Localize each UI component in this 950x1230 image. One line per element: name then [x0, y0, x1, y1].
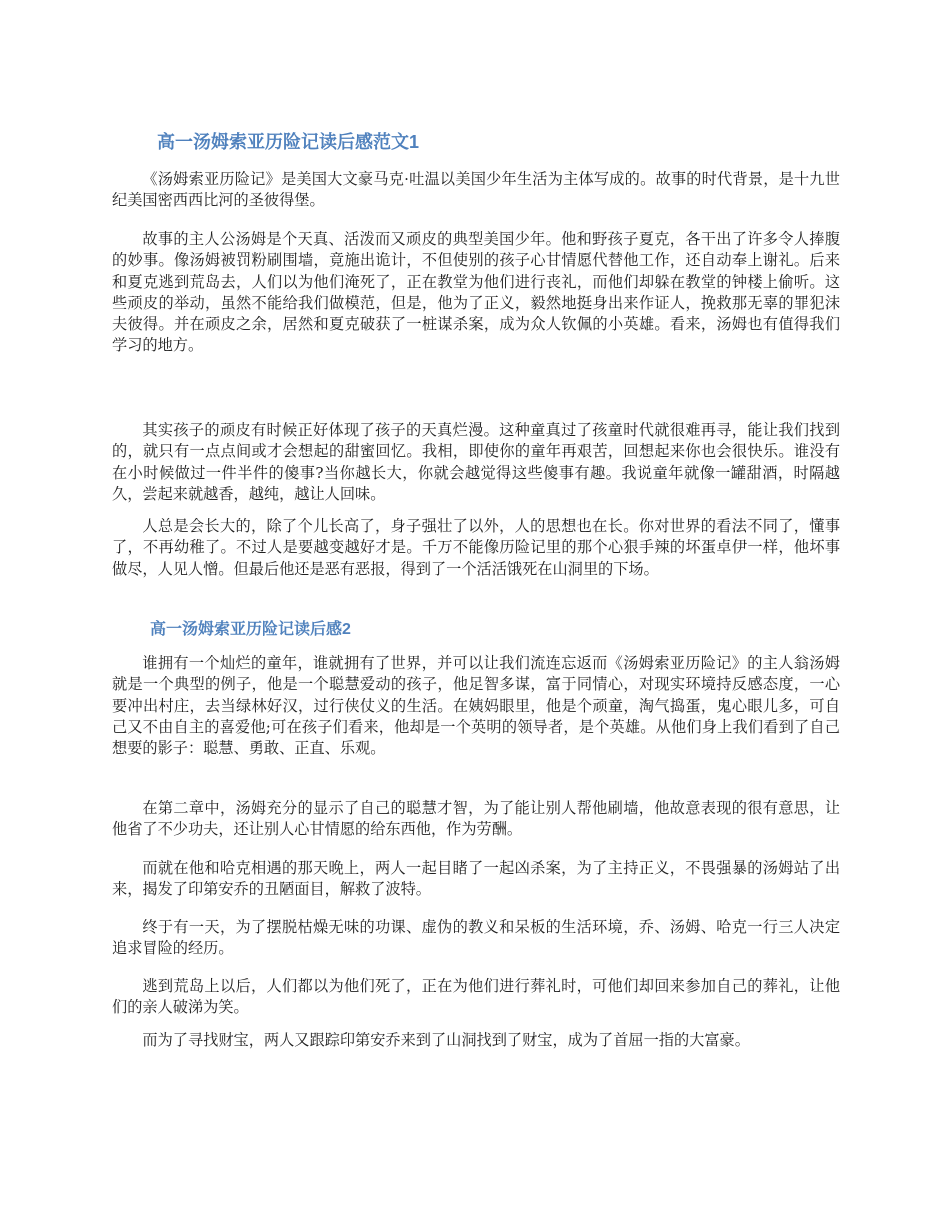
section-2-paragraph-4: 终于有一天，为了摆脱枯燥无味的功课、虚伪的教义和呆板的生活环境，乔、汤姆、哈克一行三人决定追求冒险的经历。: [112, 918, 840, 958]
section-1-title: 高一汤姆索亚历险记读后感范文1: [157, 132, 420, 152]
section-2-paragraph-6: 而为了寻找财宝，两人又跟踪印第安乔来到了山洞找到了财宝，成为了首屈一指的大富豪。: [142, 1031, 750, 1049]
section-2-paragraph-1: 谁拥有一个灿烂的童年，谁就拥有了世界，并可以让我们流连忘返而《汤姆索亚历险记》的主人翁汤姆就是一个典型的例子，他是一个聪慧爱动的孩子，他足智多谋，富于同情心，对现实环境持反感态度，一心要冲出村庄，去当绿林好汉，过行侠仗义的生活。在姨妈眼里，他是个顽童，淘气捣蛋，鬼心眼儿多，可自己又不由自主的喜爱他;可在孩子们看来，他却是一个英明的领导者，是个英雄。从他们身上我们看到了自己想要的影子：聪慧、勇敢、正直、乐观。: [112, 654, 840, 758]
section-1-paragraph-3: 其实孩子的顽皮有时候正好体现了孩子的天真烂漫。这种童真过了孩童时代就很难再寻，能让我们找到的，就只有一点点间或才会想起的甜蜜回忆。我相，即使你的童年再艰苦，回想起来你也会很快乐。谁没有在小时候做过一件半件的傻事?当你越长大，你就会越觉得这些傻事有趣。我说童年就像一罐甜酒，时隔越久，尝起来就越香，越纯，越让人回味。: [112, 421, 840, 503]
section-1-paragraph-4: 人总是会长大的，除了个儿长高了，身子强壮了以外，人的思想也在长。你对世界的看法不同了，懂事了，不再幼稚了。不过人是要越变越好才是。千万不能像历险记里的那个心狠手辣的坏蛋卓伊一样，他坏事做尽，人见人憎。但最后他还是恶有恶报，得到了一个活活饿死在山洞里的下场。: [112, 517, 840, 578]
section-1-paragraph-1: 《汤姆索亚历险记》是美国大文豪马克·吐温以美国少年生活为主体写成的。故事的时代背景，是十九世纪美国密西西比河的圣彼得堡。: [112, 170, 840, 210]
section-2-paragraph-3: 而就在他和哈克相遇的那天晚上，两人一起目睹了一起凶杀案，为了主持正义，不畏强暴的汤姆站了出来，揭发了印第安乔的丑陋面目，解救了波特。: [112, 859, 840, 899]
section-2-paragraph-2: 在第二章中，汤姆充分的显示了自己的聪慧才智，为了能让别人帮他刷墙，他故意表现的很有意思，让他省了不少功夫，还让别人心甘情愿的给东西他，作为劳酬。: [112, 799, 840, 839]
section-1-paragraph-2: 故事的主人公汤姆是个天真、活泼而又顽皮的典型美国少年。他和野孩子夏克，各干出了许多令人捧腹的妙事。像汤姆被罚粉刷围墙，竟施出诡计，不但使别的孩子心甘情愿代替他工作，还自动奉上谢礼。后来和夏克逃到荒岛去，人们以为他们淹死了，正在教堂为他们进行丧礼，而他们却躲在教堂的钟楼上偷听。这些顽皮的举动，虽然不能给我们做模范，但是，他为了正义，毅然地挺身出来作证人，挽救那无辜的罪犯沫夫彼得。并在顽皮之余，居然和夏克破获了一桩谋杀案，成为众人钦佩的小英雄。看来，汤姆也有值得我们学习的地方。: [112, 230, 840, 355]
section-2-paragraph-5: 逃到荒岛上以后，人们都以为他们死了，正在为他们进行葬礼时，可他们却回来参加自己的葬礼，让他们的亲人破涕为笑。: [112, 977, 840, 1017]
section-2-title: 高一汤姆索亚历险记读后感2: [150, 621, 351, 638]
